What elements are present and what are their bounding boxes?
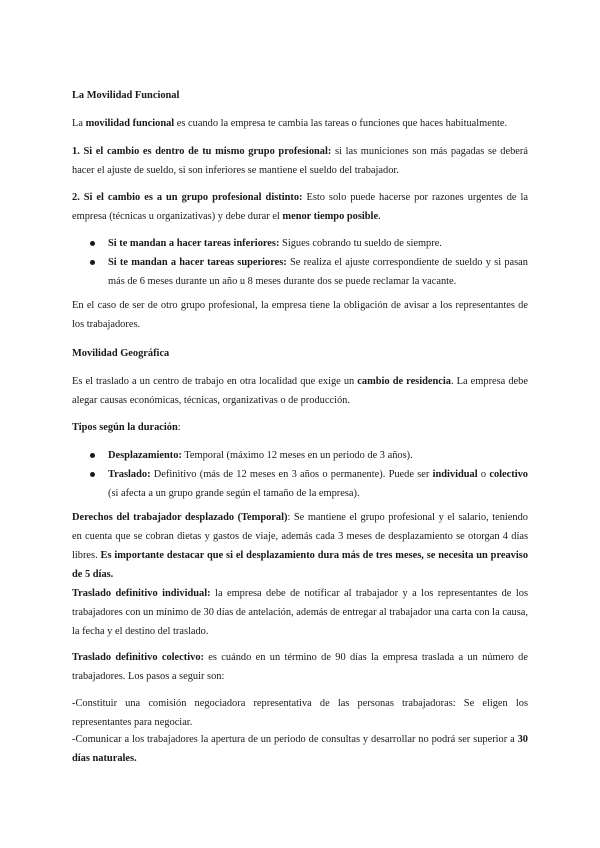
bullet-icon bbox=[90, 260, 95, 265]
paragraph-closing-funcional: En el caso de ser de otro grupo profesional, la empresa tiene la obligación de avisar a los representantes de los trabajadores. bbox=[72, 300, 528, 330]
bold-term: menor tiempo posible bbox=[282, 211, 379, 222]
bold-lead: Traslado definitivo individual: bbox=[72, 588, 211, 599]
bold-lead: Tipos según la duración bbox=[72, 422, 178, 433]
intro-movilidad-geografica bbox=[72, 372, 528, 410]
bold-term: Es importante destacar que si el desplazamiento dura más de tres meses, se necesita un preaviso de 5 días. bbox=[72, 550, 529, 580]
bullet-icon bbox=[90, 241, 95, 246]
bold-term: movilidad funcional bbox=[85, 118, 175, 129]
list-item bbox=[72, 234, 528, 253]
text-run: Se realiza el ajuste correspondiente de sueldo y si pasan más de 6 meses durante un año u 8 meses durante dos se puede reclamar la vacante. bbox=[108, 257, 528, 287]
bold-term: individual bbox=[432, 469, 478, 480]
text-run: -Comunicar a los trabajadores la apertura de un periodo de consultas y desarrollar no podrá ser superior a bbox=[72, 734, 518, 745]
text-run: (si afecta a un grupo grande según el tamaño de la empresa). bbox=[108, 488, 360, 499]
text-run: es cuándo en un término de 90 días la empresa traslada a un número de trabajadores. Los pasos a seguir son: bbox=[72, 652, 528, 682]
section-title-movilidad-geografica: Movilidad Geográfica bbox=[72, 348, 170, 359]
bold-lead: 2. Si el cambio es a un grupo profesional distinto: bbox=[72, 192, 303, 203]
bold-term: 30 días naturales. bbox=[72, 734, 528, 764]
text-run: Definitivo (más de 12 meses en 3 años o permanente). Puede ser bbox=[150, 469, 433, 480]
bullet-icon bbox=[90, 472, 95, 477]
text-run: . La empresa debe alegar causas económicas, técnicas, organizativas o de producción. bbox=[72, 376, 528, 406]
text-run: si las municiones son más pagadas se deberá hacer el ajuste de sueldo, si son inferiores se mantiene el sueldo del trabajador. bbox=[72, 146, 528, 176]
list-item bbox=[72, 253, 528, 291]
text-run: . bbox=[378, 211, 381, 222]
bullet-list-tasks bbox=[72, 234, 528, 291]
bold-lead: Si te mandan a hacer tareas inferiores: bbox=[108, 238, 280, 249]
bold-term: colectivo bbox=[489, 469, 528, 480]
bold-lead: Derechos del trabajador desplazado (Temporal) bbox=[72, 512, 288, 523]
bold-lead: Traslado: bbox=[108, 469, 151, 480]
text-run: : bbox=[177, 422, 181, 433]
list-item bbox=[72, 465, 528, 503]
types-heading bbox=[72, 418, 528, 437]
text-run: Esto solo puede hacerse por razones urgentes de la empresa (técnicas u organizativas) y debe durar el bbox=[72, 192, 528, 222]
bold-lead: Desplazamiento: bbox=[108, 450, 182, 461]
paragraph-step-two bbox=[72, 730, 528, 768]
text-run: es cuando la empresa te cambia las tareas o funciones que haces habitualmente. bbox=[174, 118, 508, 129]
paragraph-different-group bbox=[72, 188, 528, 226]
bold-term: cambio de residencia bbox=[357, 376, 451, 387]
bullet-icon bbox=[90, 453, 95, 458]
text-run: la empresa debe de notificar al trabajador y a los representantes de los trabajadores con un mínimo de 30 días de antelación, además de entregar al trabajador una carta con la causa, la fecha y el destino del traslado. bbox=[72, 588, 528, 637]
bold-lead: 1. Si el cambio es dentro de tu mismo grupo profesional: bbox=[72, 146, 332, 157]
text-run: Es el traslado a un centro de trabajo en otra localidad que exige un bbox=[72, 376, 358, 387]
bold-lead: Traslado definitivo colectivo: bbox=[72, 652, 204, 663]
text-run: o bbox=[477, 469, 490, 480]
paragraph-same-group bbox=[72, 142, 528, 180]
bullet-list-types bbox=[72, 446, 528, 503]
paragraph-collective-transfer bbox=[72, 648, 528, 686]
text-run: La bbox=[72, 118, 86, 129]
section-title-movilidad-funcional: La Movilidad Funcional bbox=[72, 90, 180, 101]
intro-movilidad-funcional bbox=[72, 114, 528, 133]
paragraph-step-one: -Constituir una comisión negociadora representativa de las personas trabajadoras: Se eligen los representantes para negociar. bbox=[72, 698, 528, 728]
text-run: Temporal (máximo 12 meses en un periodo de 3 años). bbox=[181, 450, 413, 461]
text-run: Sigues cobrando tu sueldo de siempre. bbox=[279, 238, 442, 249]
paragraph-rights-displaced bbox=[72, 508, 528, 584]
list-item bbox=[72, 446, 528, 465]
paragraph-individual-transfer bbox=[72, 584, 528, 641]
text-run: : Se mantiene el grupo profesional y el salario, teniendo en cuenta que se cobran dietas y gastos de viaje, además cada 3 meses de desplazamiento se otorgan 4 días libres. bbox=[72, 512, 528, 561]
bold-lead: Si te mandan a hacer tareas superiores: bbox=[108, 257, 287, 268]
